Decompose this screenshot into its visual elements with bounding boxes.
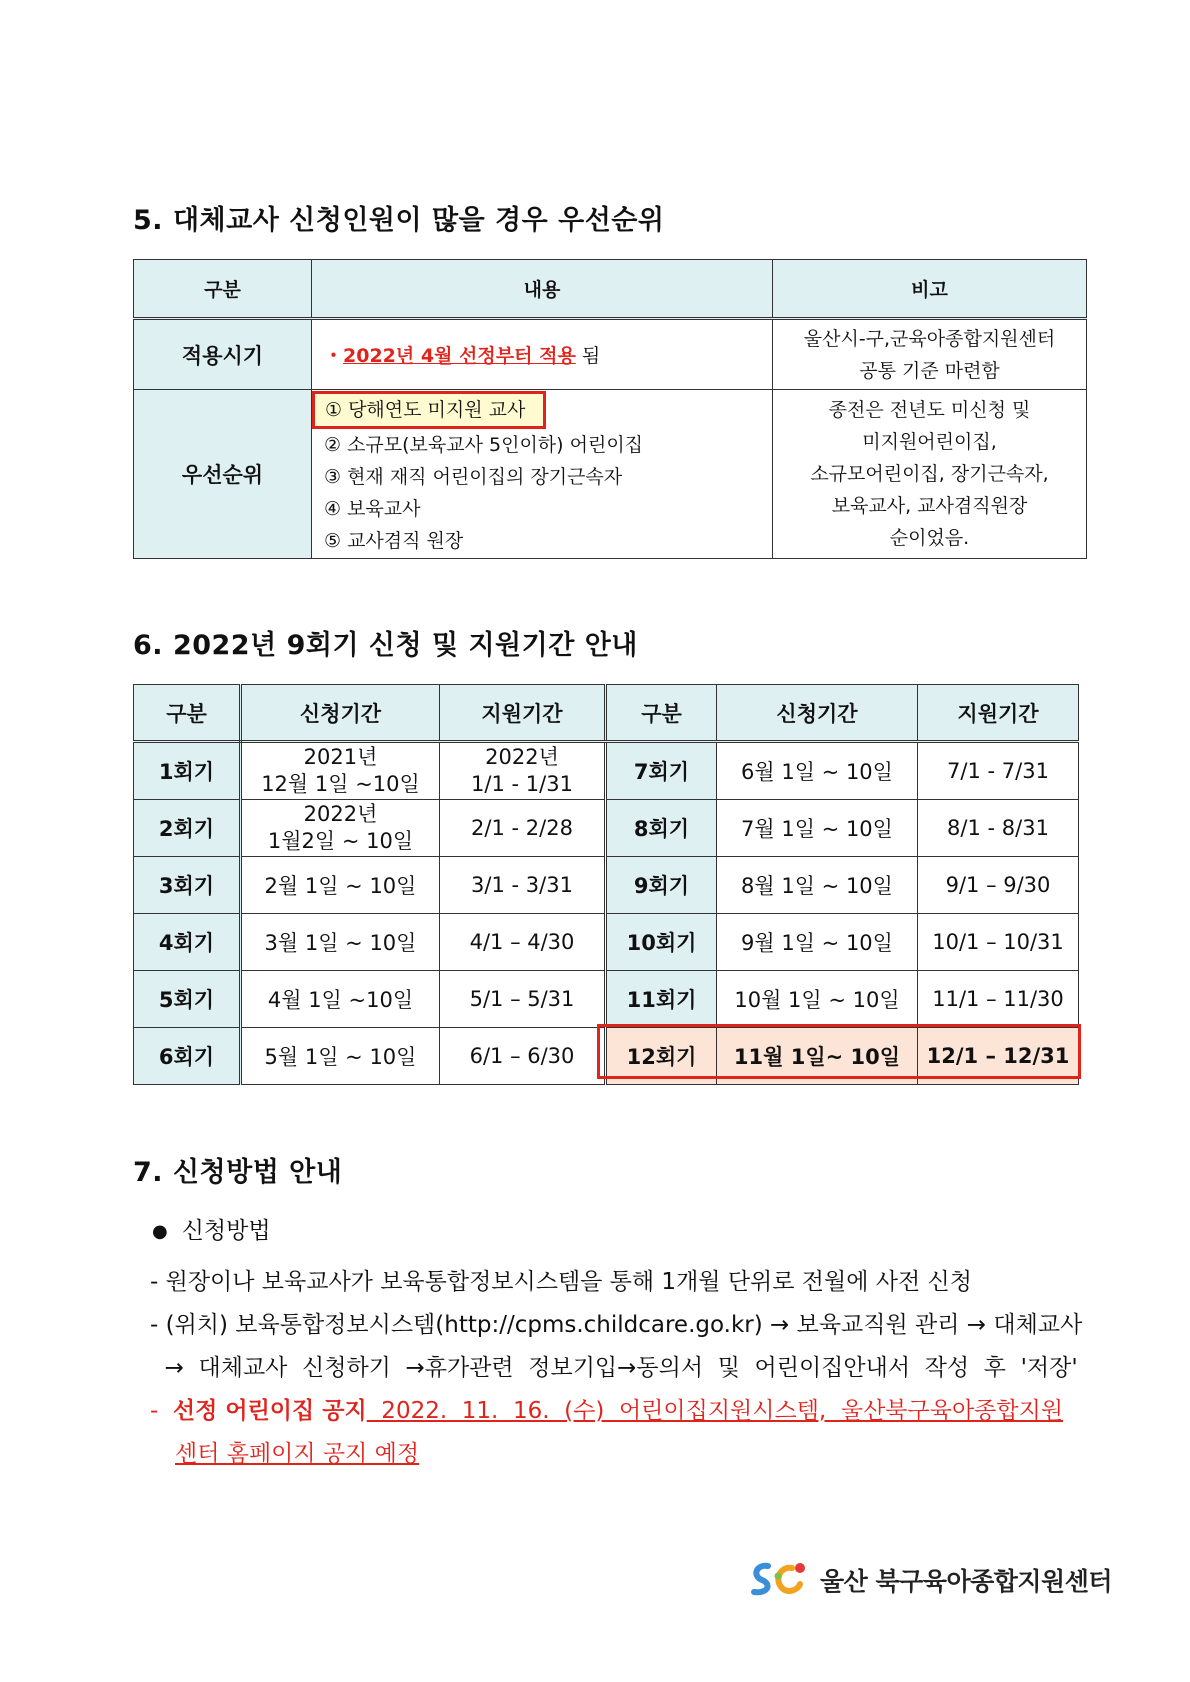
apply-period-line: 12월 1일 ~10일 (261, 772, 420, 796)
round-label: 9회기 (606, 857, 717, 914)
support-period-line: 2022년 (485, 745, 559, 769)
priority-table (133, 259, 1087, 559)
method-line: → 대체교사 신청하기 →휴가관련 정보기입→동의서 및 어린이집안내서 작성 후 '저장' (150, 1355, 1078, 1381)
bullet-icon: ● (152, 1221, 168, 1242)
round-label: 3회기 (134, 857, 241, 914)
schedule-row (134, 800, 1079, 857)
support-period: 3/1 - 3/31 (440, 857, 606, 914)
schedule-row (134, 971, 1079, 1028)
round-label: 11회기 (606, 971, 717, 1028)
apply-period: 6월 1일 ~ 10일 (717, 742, 918, 800)
support-period: 6/1 – 6/30 (440, 1028, 606, 1085)
method-bullet (152, 1212, 271, 1245)
apply-period-line: 1월2일 ~ 10일 (267, 829, 414, 853)
round-label: 8회기 (606, 800, 717, 857)
apply-period: 9월 1일 ~ 10일 (717, 914, 918, 971)
apply-period: 8월 1일 ~ 10일 (717, 857, 918, 914)
header-cell: 지원기간 (440, 685, 606, 742)
apply-period: 10월 1일 ~ 10일 (717, 971, 918, 1028)
notice-detail: 2022. 11. 16. (수) 어린이집지원시스템, 울산북구육아종합지원 (366, 1398, 1064, 1424)
apply-period (241, 800, 440, 857)
support-period: 5/1 – 5/31 (440, 971, 606, 1028)
section6-title: 6. 2022년 9회기 신청 및 지원기간 안내 (133, 630, 638, 661)
round-label-highlighted: 12회기 (606, 1028, 717, 1085)
header-cell: 신청기간 (241, 685, 440, 742)
notice-detail: 센터 홈페이지 공지 예정 (175, 1441, 420, 1467)
priority-item: ⑤ 교사겸직 원장 (324, 530, 464, 552)
header-cell: 구분 (134, 685, 241, 742)
header-cell: 구분 (134, 260, 312, 319)
priority-note-line: 미지원어린이집, (862, 431, 997, 453)
support-period: 11/1 – 11/30 (918, 971, 1079, 1028)
priority-note (773, 390, 1087, 559)
schedule-table-header (134, 685, 1079, 742)
header-cell: 비고 (773, 260, 1087, 319)
support-period: 9/1 – 9/30 (918, 857, 1079, 914)
support-period: 2/1 - 2/28 (440, 800, 606, 857)
header-cell: 신청기간 (717, 685, 918, 742)
round-label: 5회기 (134, 971, 241, 1028)
support-period: 4/1 – 4/30 (440, 914, 606, 971)
schedule-row (134, 1028, 1079, 1085)
priority-note-line: 순이었음. (889, 527, 970, 549)
apply-period (241, 742, 440, 800)
round-label: 1회기 (134, 742, 241, 800)
apply-period-line: 2021년 (303, 745, 378, 769)
schedule-row (134, 914, 1079, 971)
schedule-row (134, 857, 1079, 914)
priority-list (324, 391, 771, 557)
priority-item: ④ 보육교사 (324, 498, 421, 520)
apply-period: 7월 1일 ~ 10일 (717, 800, 918, 857)
apply-period-highlighted: 11월 1일~ 10일 (717, 1028, 918, 1085)
notice-line-continued (175, 1435, 419, 1468)
priority-note-line: 소규모어린이집, 장기근속자, (810, 463, 1049, 485)
support-period (440, 742, 606, 800)
round-label: 7회기 (606, 742, 717, 800)
support-period-highlighted: 12/1 – 12/31 (918, 1028, 1079, 1085)
priority-row (134, 390, 1087, 559)
header-cell: 구분 (606, 685, 717, 742)
footer-logo (748, 1558, 1112, 1602)
round-label: 10회기 (606, 914, 717, 971)
apply-period-line: 2022년 (303, 802, 378, 826)
header-cell: 내용 (312, 260, 773, 319)
round-label: 2회기 (134, 800, 241, 857)
method-bullet-label: 신청방법 (181, 1218, 271, 1244)
support-period: 10/1 – 10/31 (918, 914, 1079, 971)
priority-table-header (134, 260, 1087, 319)
support-period: 8/1 - 8/31 (918, 800, 1079, 857)
priority-note-line: 보육교사, 교사겸직원장 (831, 495, 1028, 517)
apply-suffix: 됨 (575, 345, 601, 367)
header-cell: 지원기간 (918, 685, 1079, 742)
apply-period: 4월 1일 ~10일 (241, 971, 440, 1028)
priority-content (312, 390, 773, 559)
apply-period: 2월 1일 ~ 10일 (241, 857, 440, 914)
priority-item (324, 391, 771, 429)
apply-note-line: 공통 기준 마련함 (859, 359, 1000, 382)
apply-note (773, 319, 1087, 390)
priority-item: ③ 현재 재직 어린이집의 장기근속자 (324, 466, 623, 488)
apply-period: 5월 1일 ~ 10일 (241, 1028, 440, 1085)
section7-title: 7. 신청방법 안내 (133, 1157, 343, 1188)
apply-label: 적용시기 (134, 319, 312, 390)
priority-note-line: 종전은 전년도 미신청 및 (828, 399, 1031, 421)
notice-dash: - (150, 1398, 173, 1424)
priority-label: 우선순위 (134, 390, 312, 559)
round-label: 4회기 (134, 914, 241, 971)
round-label: 6회기 (134, 1028, 241, 1085)
section5-title: 5. 대체교사 신청인원이 많을 경우 우선순위 (133, 205, 665, 236)
apply-row (134, 319, 1087, 390)
center-logo-icon (748, 1558, 812, 1602)
method-line: - 원장이나 보육교사가 보육통합정보시스템을 통해 1개월 단위로 전월에 사전 신청 (150, 1269, 972, 1295)
notice-line (150, 1392, 1063, 1425)
method-line: - (위치) 보육통합정보시스템(http://cpms.childcare.go.kr) → 보육교직원 관리 → 대체교사 (150, 1312, 1083, 1338)
apply-period: 3월 1일 ~ 10일 (241, 914, 440, 971)
schedule-row (134, 742, 1079, 800)
notice-label: 선정 어린이집 공지 (172, 1398, 367, 1424)
apply-red-text: 2022년 4월 선정부터 적용 (343, 345, 576, 367)
schedule-table (133, 684, 1079, 1085)
apply-bullet: ・ (324, 345, 344, 367)
support-period: 7/1 - 7/31 (918, 742, 1079, 800)
apply-note-line: 울산시-구,군육아종합지원센터 (803, 327, 1056, 350)
org-name: 울산 북구육아종합지원센터 (820, 1567, 1113, 1596)
apply-content (312, 319, 773, 390)
priority-item: ② 소규모(보육교사 5인이하) 어린이집 (324, 434, 644, 456)
priority-item-highlighted: ① 당해연도 미지원 교사 (312, 391, 546, 429)
support-period-line: 1/1 - 1/31 (471, 772, 573, 796)
